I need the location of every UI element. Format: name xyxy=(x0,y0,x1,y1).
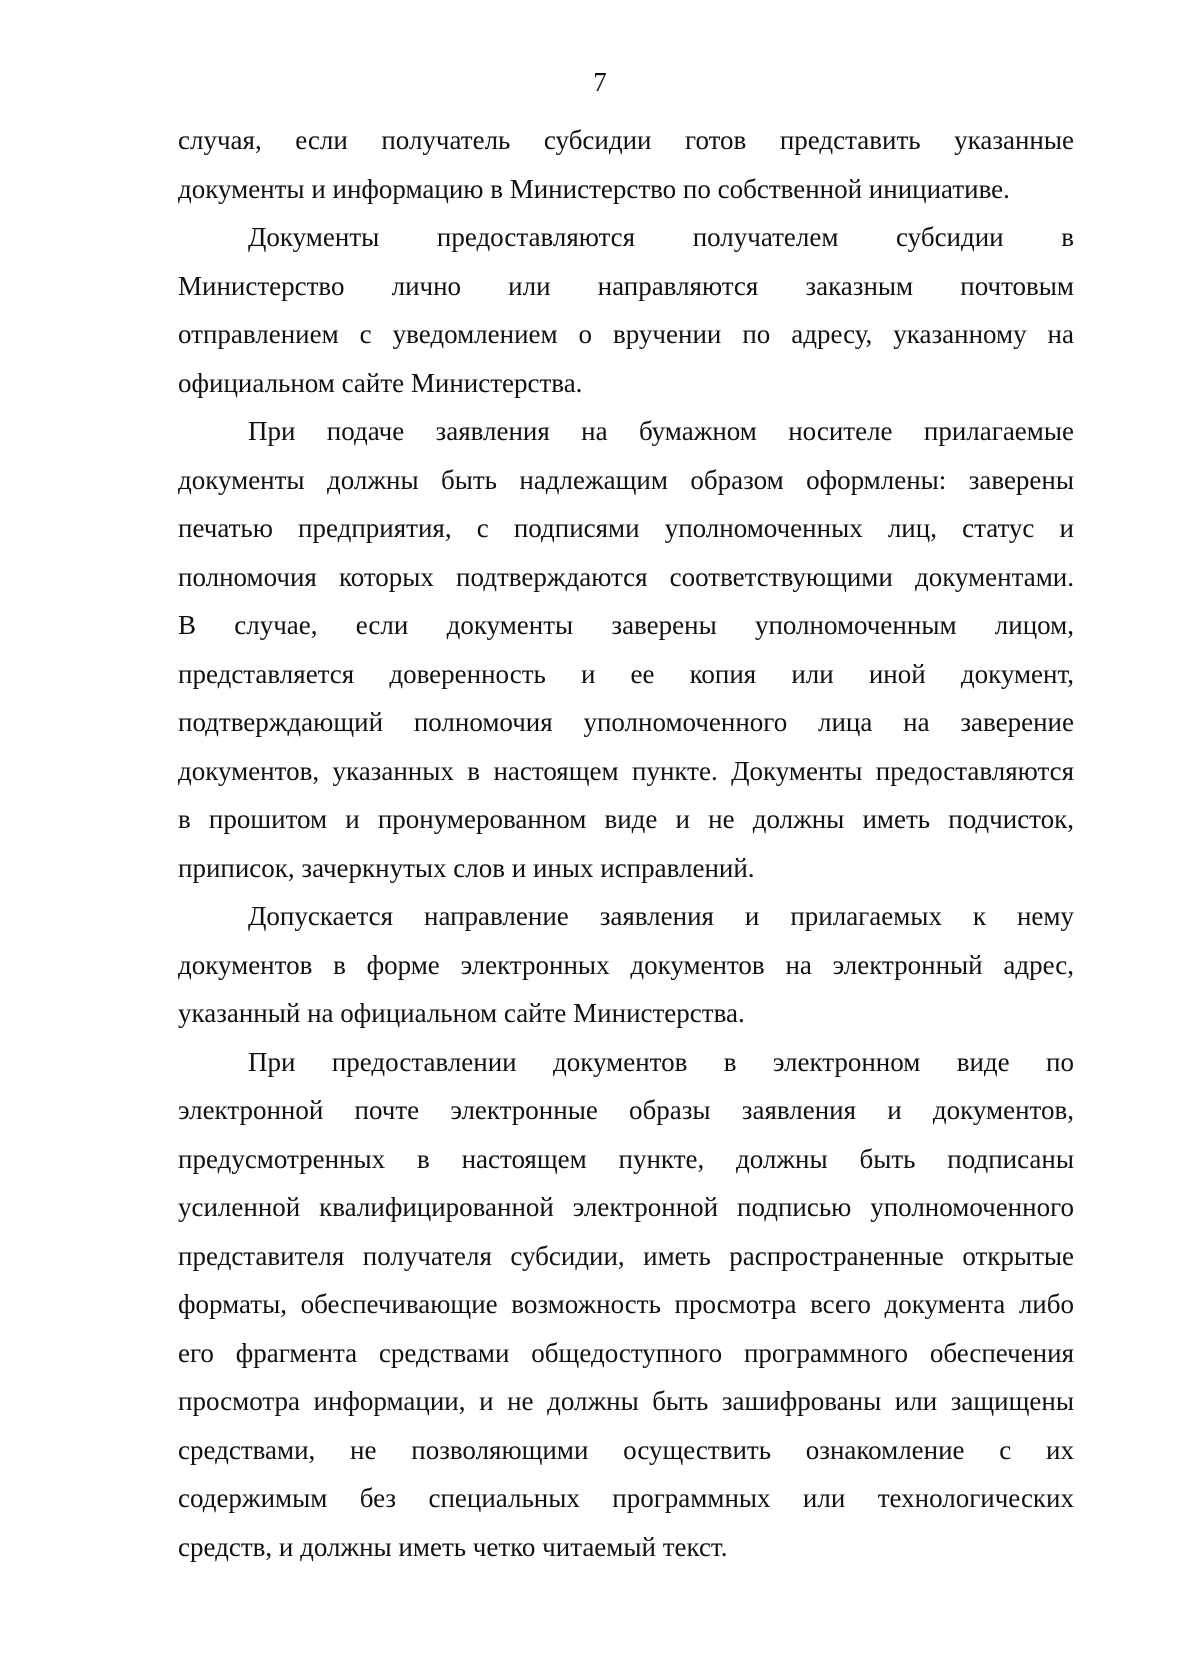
text-line: предусмотренных в настоящем пункте, должны быть подписаны xyxy=(178,1143,1074,1174)
paragraph xyxy=(178,116,1074,213)
text-line: случая, если получатель субсидии готов представить указанные xyxy=(178,125,1074,155)
text-line: просмотра информации, и не должны быть зашифрованы или защищены xyxy=(178,1386,1074,1416)
text-line: представителя получателя субсидии, иметь распространенные открытые xyxy=(178,1240,1074,1271)
text-line: указанный на официальном сайте Министерства. xyxy=(178,998,745,1028)
text-line: Министерство лично или направляются заказным почтовым xyxy=(178,270,1074,301)
text-line: подтверждающий полномочия уполномоченного лица на заверение xyxy=(178,707,1074,737)
text-line: При подаче заявления на бумажном носителе прилагаемые xyxy=(248,416,1074,446)
text-line: печатью предприятия, с подписями уполномоченных лиц, статус и xyxy=(178,513,1074,543)
text-line: его фрагмента средствами общедоступного программного обеспечения xyxy=(178,1337,1074,1368)
text-line: документов, указанных в настоящем пункте. Документы предоставляются xyxy=(178,755,1074,786)
text-line: В случае, если документы заверены уполномоченным лицом, xyxy=(178,610,1074,640)
text-line: документы должны быть надлежащим образом оформлены: заверены xyxy=(178,464,1074,495)
text-line: Документы предоставляются получателем субсидии в xyxy=(248,222,1074,252)
paragraph xyxy=(178,892,1074,1038)
text-line: При предоставлении документов в электронном виде по xyxy=(248,1046,1074,1077)
text-line: в прошитом и пронумерованном виде и не должны иметь подчисток, xyxy=(178,804,1074,834)
paragraph xyxy=(178,1038,1074,1572)
text-line: отправлением с уведомлением о вручении по адресу, указанному на xyxy=(178,319,1074,349)
text-line: усиленной квалифицированной электронной подписью уполномоченного xyxy=(178,1192,1074,1222)
text-line: представляется доверенность и ее копия или иной документ, xyxy=(178,658,1074,689)
text-line: приписок, зачеркнутых слов и иных исправлений. xyxy=(178,852,755,883)
text-line: электронной почте электронные образы заявления и документов, xyxy=(178,1095,1074,1125)
page-number: 7 xyxy=(593,67,607,97)
text-line: Допускается направление заявления и прилагаемых к нему xyxy=(248,901,1074,931)
text-line: средств, и должны иметь четко читаемый текст. xyxy=(178,1531,728,1562)
document-body xyxy=(178,116,1074,1571)
text-line: полномочия которых подтверждаются соответствующими документами. xyxy=(178,561,1074,592)
text-line: содержимым без специальных программных или технологических xyxy=(178,1483,1074,1513)
paragraph xyxy=(178,407,1074,892)
paragraph xyxy=(178,213,1074,407)
text-line: форматы, обеспечивающие возможность просмотра всего документа либо xyxy=(178,1289,1074,1319)
text-line: официальном сайте Министерства. xyxy=(178,367,583,398)
text-line: документы и информацию в Министерство по собственной инициативе. xyxy=(178,173,1010,204)
text-line: документов в форме электронных документов на электронный адрес, xyxy=(178,949,1074,980)
text-line: средствами, не позволяющими осуществить ознакомление с их xyxy=(178,1434,1074,1465)
